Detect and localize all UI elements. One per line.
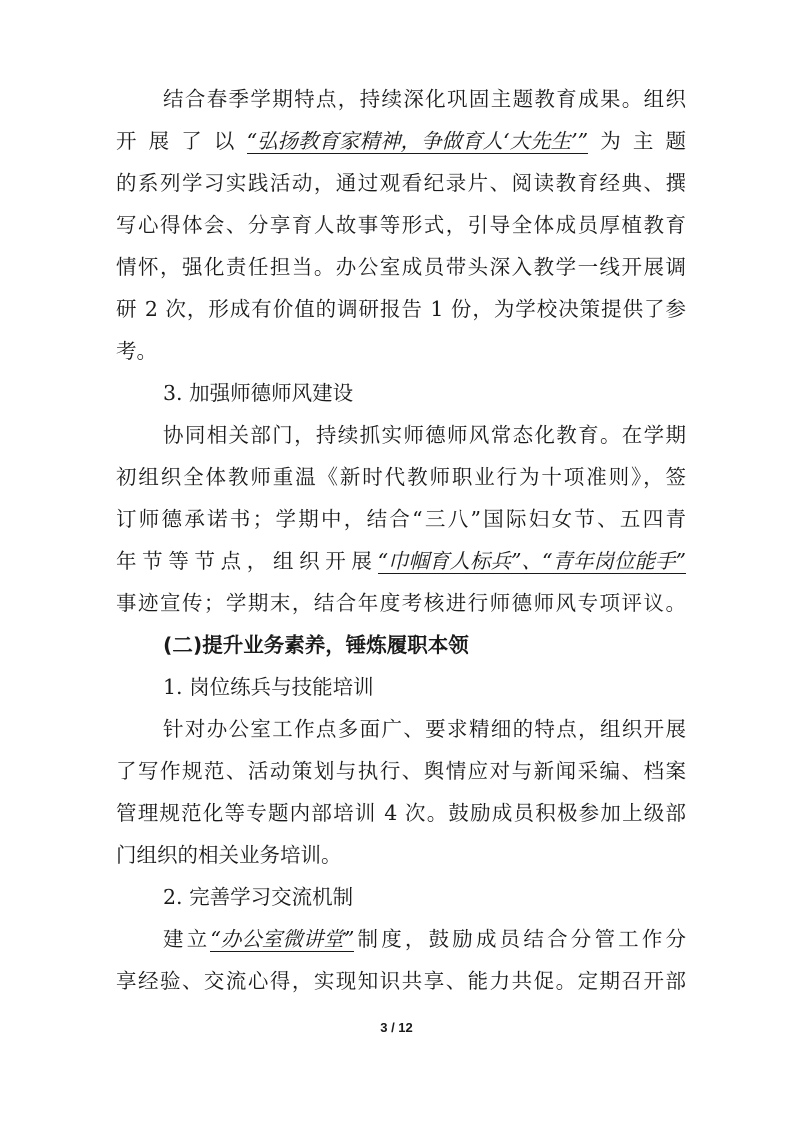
paragraph-line: 写心得体会、分享育人故事等形式，引导全体成员厚植教育 [116, 213, 686, 237]
text-segment: 为主题 [588, 129, 687, 153]
subheading: 1. 岗位练兵与技能培训 [163, 675, 374, 699]
paragraph-line: 的系列学习实践活动，通过观看纪录片、阅读教育经典、撰 [116, 171, 686, 195]
text-segment: 建立 [163, 927, 211, 951]
paragraph-line: 订师德承诺书；学期中，结合“三八”国际妇女节、五四青 [116, 507, 686, 531]
subheading: 2. 完善学习交流机制 [163, 885, 354, 909]
paragraph-line [116, 926, 686, 952]
paragraph-line: 管理规范化等专题内部培训 4 次。鼓励成员积极参加上级部 [116, 801, 686, 825]
paragraph-line: 享经验、交流心得，实现知识共享、能力共促。定期召开部 [116, 969, 686, 993]
paragraph-line: 针对办公室工作点多面广、要求精细的特点，组织开展 [163, 717, 686, 741]
paragraph-line: 初组织全体教师重温《新时代教师职业行为十项准则》，签 [116, 465, 686, 489]
text-segment: 制度，鼓励成员结合分管工作分 [354, 927, 687, 951]
text-segment: 开展了以 [116, 129, 247, 153]
paragraph-line [116, 548, 686, 574]
underlined-theme: “弘扬教育家精神，争做育人‘大先生’” [246, 129, 589, 153]
underlined-program: “办公室微讲堂” [210, 927, 355, 951]
text-segment: 年节等节点，组织开展 [116, 549, 378, 573]
paragraph-line: 考。 [116, 339, 157, 363]
paragraph-line [116, 128, 686, 154]
paragraph-line: 了写作规范、活动策划与执行、舆情应对与新闻采编、档案 [116, 759, 686, 783]
paragraph-line: 协同相关部门，持续抓实师德师风常态化教育。在学期 [163, 423, 686, 447]
paragraph-line: 事迹宣传；学期末，结合年度考核进行师德师风专项评议。 [116, 591, 686, 615]
section-heading: (二)提升业务素养，锤炼履职本领 [163, 633, 469, 657]
subheading: 3. 加强师德师风建设 [163, 381, 354, 405]
underlined-honors: “巾帼育人标兵”、“青年岗位能手” [377, 549, 686, 573]
paragraph-line: 门组织的相关业务培训。 [116, 843, 342, 867]
paragraph-line: 研 2 次，形成有价值的调研报告 1 份，为学校决策提供了参 [116, 297, 686, 321]
paragraph-line: 结合春季学期特点，持续深化巩固主题教育成果。组织 [163, 87, 686, 111]
paragraph-line: 情怀，强化责任担当。办公室成员带头深入教学一线开展调 [116, 255, 686, 279]
page-number: 3 / 12 [380, 1020, 413, 1035]
